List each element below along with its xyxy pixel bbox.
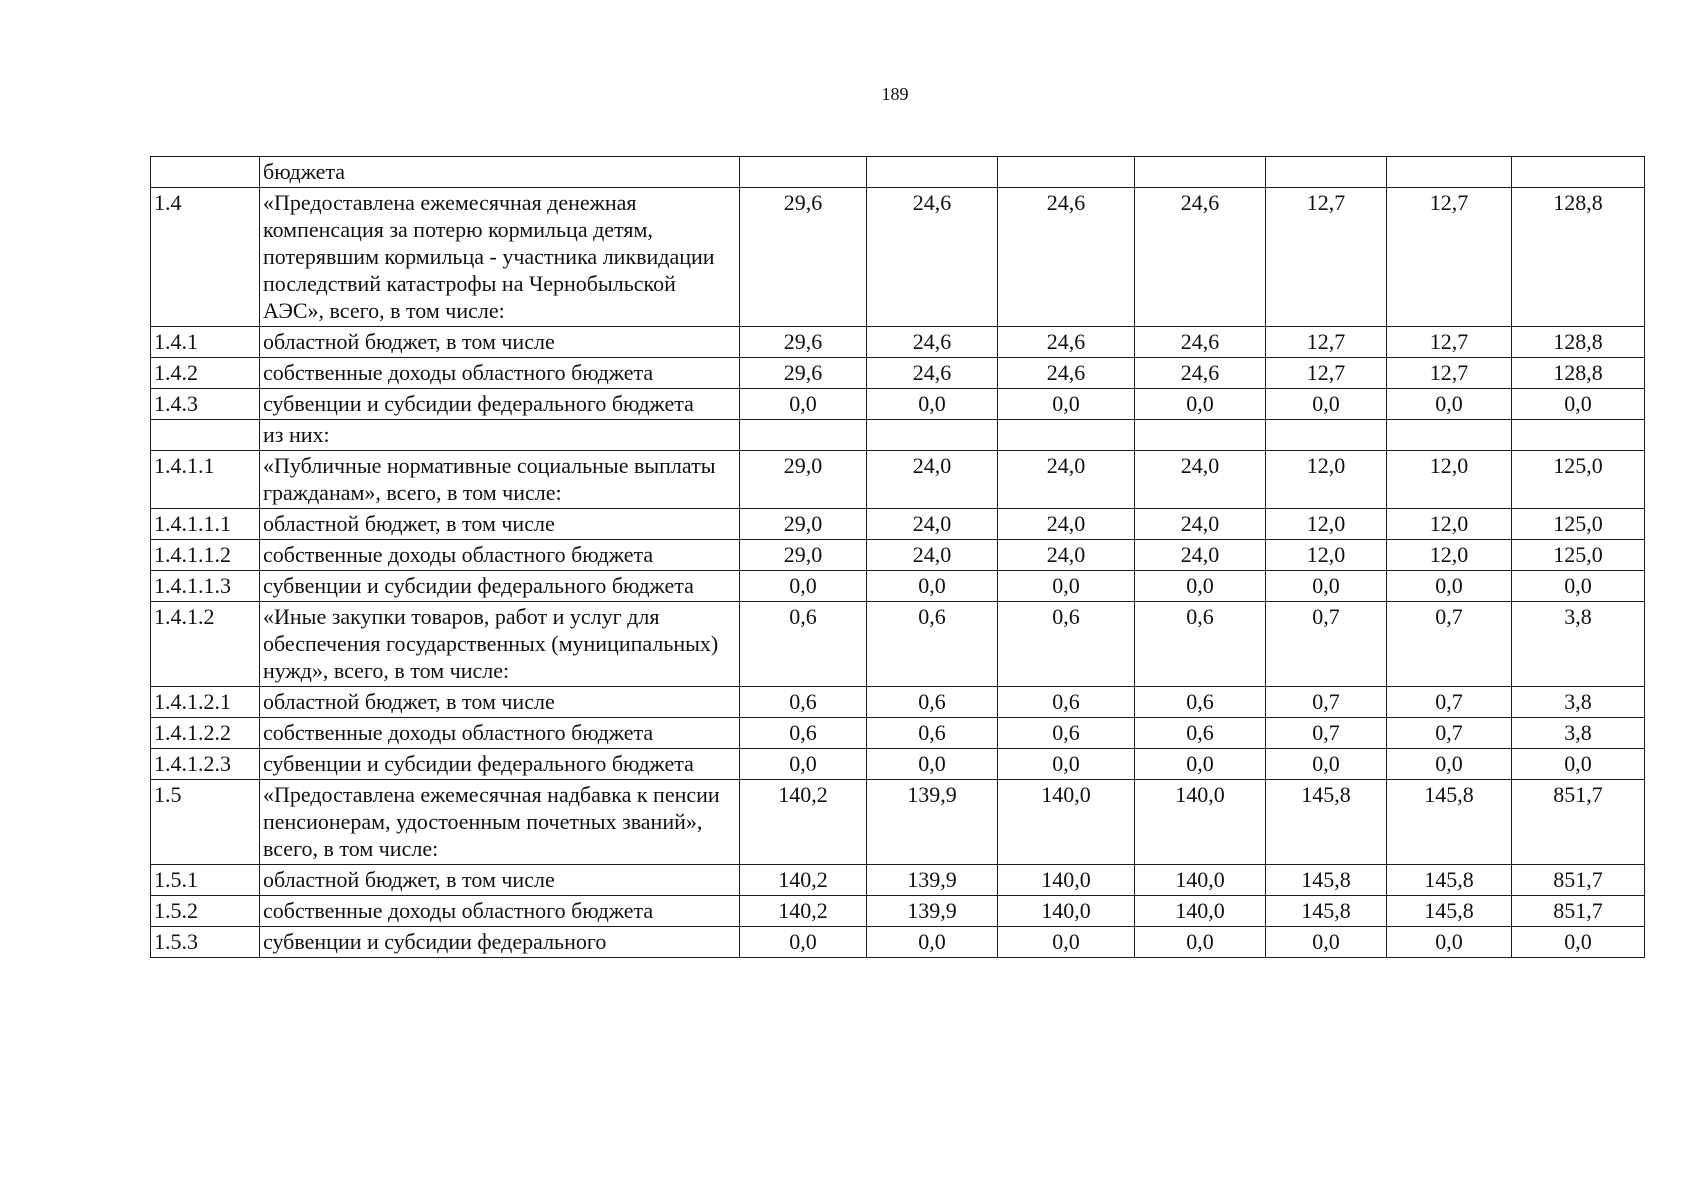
row-name-cell: «Публичные нормативные социальные выплаты гражданам», всего, в том числе: xyxy=(260,451,740,509)
value-cell: 140,0 xyxy=(998,780,1135,865)
value-cell: 0,0 xyxy=(1512,389,1645,420)
value-cell: 0,0 xyxy=(1387,749,1512,780)
value-cell: 0,6 xyxy=(998,602,1135,687)
value-cell: 0,0 xyxy=(867,389,998,420)
value-cell xyxy=(1512,420,1645,451)
row-name-cell: «Предоставлена ежемесячная денежная компенсация за потерю кормильца детям, потерявшим кормильца - участника ликвидации последствий катастрофы на Чернобыльской АЭС», всего, в том числе: xyxy=(260,188,740,327)
value-cell: 29,0 xyxy=(740,540,867,571)
value-cell: 24,6 xyxy=(1135,358,1266,389)
value-cell: 0,6 xyxy=(1135,602,1266,687)
value-cell: 12,7 xyxy=(1387,327,1512,358)
value-cell: 0,7 xyxy=(1266,718,1387,749)
value-cell xyxy=(1135,157,1266,188)
row-name-cell: областной бюджет, в том числе xyxy=(260,687,740,718)
value-cell: 29,0 xyxy=(740,451,867,509)
value-cell: 0,0 xyxy=(1266,389,1387,420)
row-code-cell: 1.4.1.2.2 xyxy=(151,718,260,749)
value-cell: 0,6 xyxy=(998,687,1135,718)
row-name-cell: областной бюджет, в том числе xyxy=(260,327,740,358)
value-cell xyxy=(867,420,998,451)
value-cell: 0,0 xyxy=(1512,927,1645,958)
row-name-cell: субвенции и субсидии федерального бюджета xyxy=(260,571,740,602)
value-cell: 145,8 xyxy=(1387,896,1512,927)
value-cell: 24,0 xyxy=(867,451,998,509)
value-cell: 24,6 xyxy=(1135,327,1266,358)
value-cell: 140,2 xyxy=(740,865,867,896)
row-code-cell: 1.4.1.1 xyxy=(151,451,260,509)
value-cell: 12,0 xyxy=(1387,451,1512,509)
value-cell: 0,0 xyxy=(740,927,867,958)
value-cell: 29,6 xyxy=(740,327,867,358)
value-cell: 0,0 xyxy=(998,389,1135,420)
value-cell xyxy=(1135,420,1266,451)
value-cell: 0,6 xyxy=(867,718,998,749)
value-cell: 140,0 xyxy=(1135,865,1266,896)
row-code-cell: 1.4.1.1.1 xyxy=(151,509,260,540)
value-cell: 24,0 xyxy=(998,540,1135,571)
value-cell: 145,8 xyxy=(1387,865,1512,896)
row-code-cell: 1.4.2 xyxy=(151,358,260,389)
value-cell: 0,7 xyxy=(1266,602,1387,687)
table-row xyxy=(151,540,1645,571)
value-cell: 3,8 xyxy=(1512,602,1645,687)
value-cell: 12,0 xyxy=(1266,509,1387,540)
value-cell: 29,6 xyxy=(740,358,867,389)
table-row xyxy=(151,602,1645,687)
value-cell: 0,0 xyxy=(740,749,867,780)
table-row xyxy=(151,571,1645,602)
row-name-cell: собственные доходы областного бюджета xyxy=(260,540,740,571)
value-cell: 0,6 xyxy=(740,602,867,687)
value-cell: 3,8 xyxy=(1512,687,1645,718)
budget-table xyxy=(150,156,1645,958)
value-cell: 0,6 xyxy=(1135,718,1266,749)
table-row xyxy=(151,718,1645,749)
row-code-cell: 1.4.1.1.2 xyxy=(151,540,260,571)
row-code-cell: 1.4.1.2.3 xyxy=(151,749,260,780)
value-cell: 24,0 xyxy=(998,451,1135,509)
value-cell: 0,0 xyxy=(998,927,1135,958)
table-row xyxy=(151,509,1645,540)
row-name-cell: собственные доходы областного бюджета xyxy=(260,718,740,749)
value-cell: 24,6 xyxy=(867,358,998,389)
row-name-cell: «Иные закупки товаров, работ и услуг для обеспечения государственных (муниципальных) нужд», всего, в том числе: xyxy=(260,602,740,687)
value-cell: 0,6 xyxy=(1135,687,1266,718)
value-cell: 139,9 xyxy=(867,780,998,865)
value-cell: 140,0 xyxy=(1135,896,1266,927)
value-cell: 128,8 xyxy=(1512,327,1645,358)
value-cell: 140,2 xyxy=(740,780,867,865)
value-cell: 24,6 xyxy=(998,327,1135,358)
row-code-cell: 1.5.1 xyxy=(151,865,260,896)
row-name-cell: областной бюджет, в том числе xyxy=(260,509,740,540)
row-code-cell: 1.5 xyxy=(151,780,260,865)
value-cell: 24,6 xyxy=(867,327,998,358)
table-row xyxy=(151,749,1645,780)
value-cell: 12,0 xyxy=(1266,540,1387,571)
value-cell: 140,0 xyxy=(1135,780,1266,865)
value-cell: 12,7 xyxy=(1387,188,1512,327)
value-cell: 0,0 xyxy=(1387,389,1512,420)
value-cell: 24,0 xyxy=(998,509,1135,540)
value-cell: 0,7 xyxy=(1387,687,1512,718)
value-cell: 125,0 xyxy=(1512,509,1645,540)
value-cell: 145,8 xyxy=(1387,780,1512,865)
row-code-cell: 1.4.1.1.3 xyxy=(151,571,260,602)
row-code-cell: 1.4.3 xyxy=(151,389,260,420)
value-cell: 0,0 xyxy=(998,749,1135,780)
table-row xyxy=(151,780,1645,865)
row-code-cell xyxy=(151,157,260,188)
value-cell: 12,7 xyxy=(1266,188,1387,327)
value-cell: 0,0 xyxy=(1135,927,1266,958)
value-cell: 0,6 xyxy=(998,718,1135,749)
value-cell: 12,0 xyxy=(1387,540,1512,571)
value-cell: 0,7 xyxy=(1387,718,1512,749)
value-cell: 29,6 xyxy=(740,188,867,327)
value-cell xyxy=(1266,157,1387,188)
value-cell: 0,0 xyxy=(1387,571,1512,602)
row-code-cell: 1.5.3 xyxy=(151,927,260,958)
table-row xyxy=(151,865,1645,896)
value-cell xyxy=(1512,157,1645,188)
value-cell xyxy=(867,157,998,188)
value-cell: 24,6 xyxy=(867,188,998,327)
value-cell: 0,0 xyxy=(998,571,1135,602)
value-cell: 24,0 xyxy=(867,540,998,571)
row-code-cell: 1.4.1 xyxy=(151,327,260,358)
row-name-cell: субвенции и субсидии федерального бюджета xyxy=(260,389,740,420)
value-cell: 24,6 xyxy=(1135,188,1266,327)
row-name-cell: собственные доходы областного бюджета xyxy=(260,358,740,389)
row-name-cell: собственные доходы областного бюджета xyxy=(260,896,740,927)
value-cell xyxy=(740,420,867,451)
value-cell: 851,7 xyxy=(1512,780,1645,865)
row-code-cell: 1.4 xyxy=(151,188,260,327)
value-cell: 851,7 xyxy=(1512,865,1645,896)
value-cell: 29,0 xyxy=(740,509,867,540)
value-cell: 128,8 xyxy=(1512,358,1645,389)
value-cell xyxy=(1266,420,1387,451)
value-cell: 0,0 xyxy=(1387,927,1512,958)
value-cell: 139,9 xyxy=(867,865,998,896)
page-number: 189 xyxy=(881,84,909,104)
value-cell xyxy=(998,157,1135,188)
value-cell: 0,0 xyxy=(1135,749,1266,780)
value-cell: 24,0 xyxy=(1135,509,1266,540)
value-cell: 24,6 xyxy=(998,188,1135,327)
table-body xyxy=(151,157,1645,958)
value-cell: 0,6 xyxy=(740,687,867,718)
value-cell: 24,0 xyxy=(1135,540,1266,571)
value-cell: 851,7 xyxy=(1512,896,1645,927)
value-cell: 0,0 xyxy=(1135,389,1266,420)
row-name-cell: субвенции и субсидии федерального xyxy=(260,927,740,958)
value-cell xyxy=(740,157,867,188)
row-code-cell: 1.5.2 xyxy=(151,896,260,927)
table-row xyxy=(151,451,1645,509)
value-cell: 0,6 xyxy=(867,687,998,718)
value-cell: 0,0 xyxy=(740,571,867,602)
value-cell: 24,6 xyxy=(998,358,1135,389)
value-cell: 140,2 xyxy=(740,896,867,927)
value-cell: 12,0 xyxy=(1266,451,1387,509)
row-code-cell: 1.4.1.2 xyxy=(151,602,260,687)
table-row xyxy=(151,687,1645,718)
value-cell: 12,7 xyxy=(1266,358,1387,389)
value-cell: 0,6 xyxy=(740,718,867,749)
value-cell: 0,0 xyxy=(1266,749,1387,780)
value-cell xyxy=(1387,157,1512,188)
value-cell: 140,0 xyxy=(998,896,1135,927)
value-cell: 145,8 xyxy=(1266,865,1387,896)
row-name-cell: из них: xyxy=(260,420,740,451)
value-cell: 0,0 xyxy=(867,571,998,602)
value-cell: 125,0 xyxy=(1512,540,1645,571)
table-row xyxy=(151,188,1645,327)
value-cell: 125,0 xyxy=(1512,451,1645,509)
value-cell: 0,0 xyxy=(1512,749,1645,780)
value-cell: 3,8 xyxy=(1512,718,1645,749)
value-cell: 0,0 xyxy=(1512,571,1645,602)
value-cell: 0,0 xyxy=(867,749,998,780)
value-cell: 0,7 xyxy=(1387,602,1512,687)
row-name-cell: субвенции и субсидии федерального бюджета xyxy=(260,749,740,780)
row-code-cell: 1.4.1.2.1 xyxy=(151,687,260,718)
value-cell: 145,8 xyxy=(1266,896,1387,927)
value-cell xyxy=(1387,420,1512,451)
value-cell: 0,7 xyxy=(1266,687,1387,718)
table-row xyxy=(151,420,1645,451)
value-cell: 24,0 xyxy=(867,509,998,540)
value-cell: 0,0 xyxy=(1266,927,1387,958)
table-row xyxy=(151,358,1645,389)
table-row xyxy=(151,389,1645,420)
table-row xyxy=(151,927,1645,958)
row-code-cell xyxy=(151,420,260,451)
table-row xyxy=(151,157,1645,188)
value-cell: 0,0 xyxy=(740,389,867,420)
value-cell: 12,0 xyxy=(1387,509,1512,540)
value-cell: 0,0 xyxy=(1266,571,1387,602)
value-cell: 128,8 xyxy=(1512,188,1645,327)
value-cell: 12,7 xyxy=(1266,327,1387,358)
value-cell: 0,0 xyxy=(867,927,998,958)
value-cell: 140,0 xyxy=(998,865,1135,896)
table-row xyxy=(151,896,1645,927)
value-cell: 145,8 xyxy=(1266,780,1387,865)
row-name-cell: областной бюджет, в том числе xyxy=(260,865,740,896)
row-name-cell: «Предоставлена ежемесячная надбавка к пенсии пенсионерам, удостоенным почетных званий», всего, в том числе: xyxy=(260,780,740,865)
row-name-cell: бюджета xyxy=(260,157,740,188)
value-cell: 24,0 xyxy=(1135,451,1266,509)
table-row xyxy=(151,327,1645,358)
value-cell: 139,9 xyxy=(867,896,998,927)
value-cell: 0,6 xyxy=(867,602,998,687)
value-cell: 12,7 xyxy=(1387,358,1512,389)
value-cell: 0,0 xyxy=(1135,571,1266,602)
value-cell xyxy=(998,420,1135,451)
